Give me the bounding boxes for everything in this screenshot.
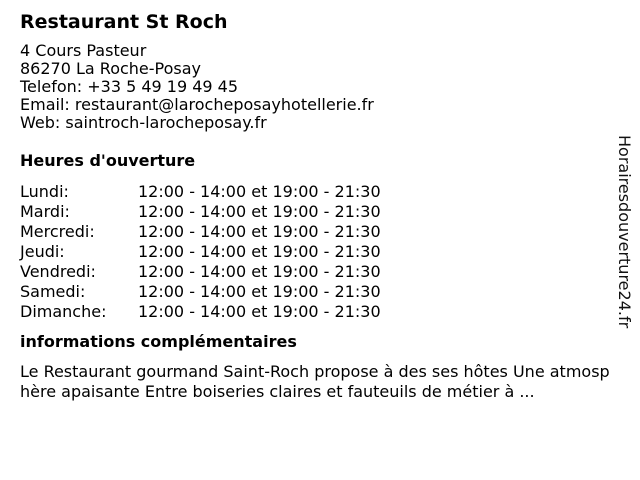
site-watermark: Horairesdouverture24.fr bbox=[615, 135, 634, 329]
hours-row-sunday bbox=[20, 302, 610, 322]
day-label: Vendredi: bbox=[20, 262, 96, 281]
email-address: Email: restaurant@larocheposayhotellerie.fr bbox=[20, 95, 374, 114]
opening-hours-title: Heures d'ouverture bbox=[20, 151, 196, 170]
hours-row-wednesday bbox=[20, 222, 610, 242]
hours-row-thursday bbox=[20, 242, 610, 262]
opening-hours-table bbox=[20, 182, 610, 322]
address-line-2: 86270 La Roche-Posay bbox=[20, 59, 202, 78]
day-label: Samedi: bbox=[20, 282, 86, 301]
hours-row-monday bbox=[20, 182, 610, 202]
restaurant-info-card bbox=[20, 10, 610, 470]
opening-time: 12:00 - 14:00 et 19:00 - 21:30 bbox=[138, 282, 381, 301]
hours-row-friday bbox=[20, 262, 610, 282]
opening-time: 12:00 - 14:00 et 19:00 - 21:30 bbox=[138, 182, 381, 201]
day-label: Jeudi: bbox=[20, 242, 65, 261]
day-label: Lundi: bbox=[20, 182, 69, 201]
phone-number: Telefon: +33 5 49 19 49 45 bbox=[20, 77, 239, 96]
opening-time: 12:00 - 14:00 et 19:00 - 21:30 bbox=[138, 222, 381, 241]
additional-info-title: informations complémentaires bbox=[20, 332, 297, 351]
day-label: Mercredi: bbox=[20, 222, 95, 241]
hours-row-saturday bbox=[20, 282, 610, 302]
opening-time: 12:00 - 14:00 et 19:00 - 21:30 bbox=[138, 302, 381, 321]
day-label: Mardi: bbox=[20, 202, 70, 221]
restaurant-name: Restaurant St Roch bbox=[20, 11, 228, 33]
restaurant-description: Le Restaurant gourmand Saint-Roch propose à des ses hôtes Une atmosphère apaisante Entre boiseries claires et fauteuils de métier à ... bbox=[20, 362, 610, 401]
hours-row-tuesday bbox=[20, 202, 610, 222]
day-label: Dimanche: bbox=[20, 302, 107, 321]
contact-details bbox=[20, 42, 610, 132]
website: Web: saintroch-larocheposay.fr bbox=[20, 113, 267, 132]
opening-time: 12:00 - 14:00 et 19:00 - 21:30 bbox=[138, 202, 381, 221]
address-line-1: 4 Cours Pasteur bbox=[20, 41, 147, 60]
opening-time: 12:00 - 14:00 et 19:00 - 21:30 bbox=[138, 262, 381, 281]
opening-time: 12:00 - 14:00 et 19:00 - 21:30 bbox=[138, 242, 381, 261]
